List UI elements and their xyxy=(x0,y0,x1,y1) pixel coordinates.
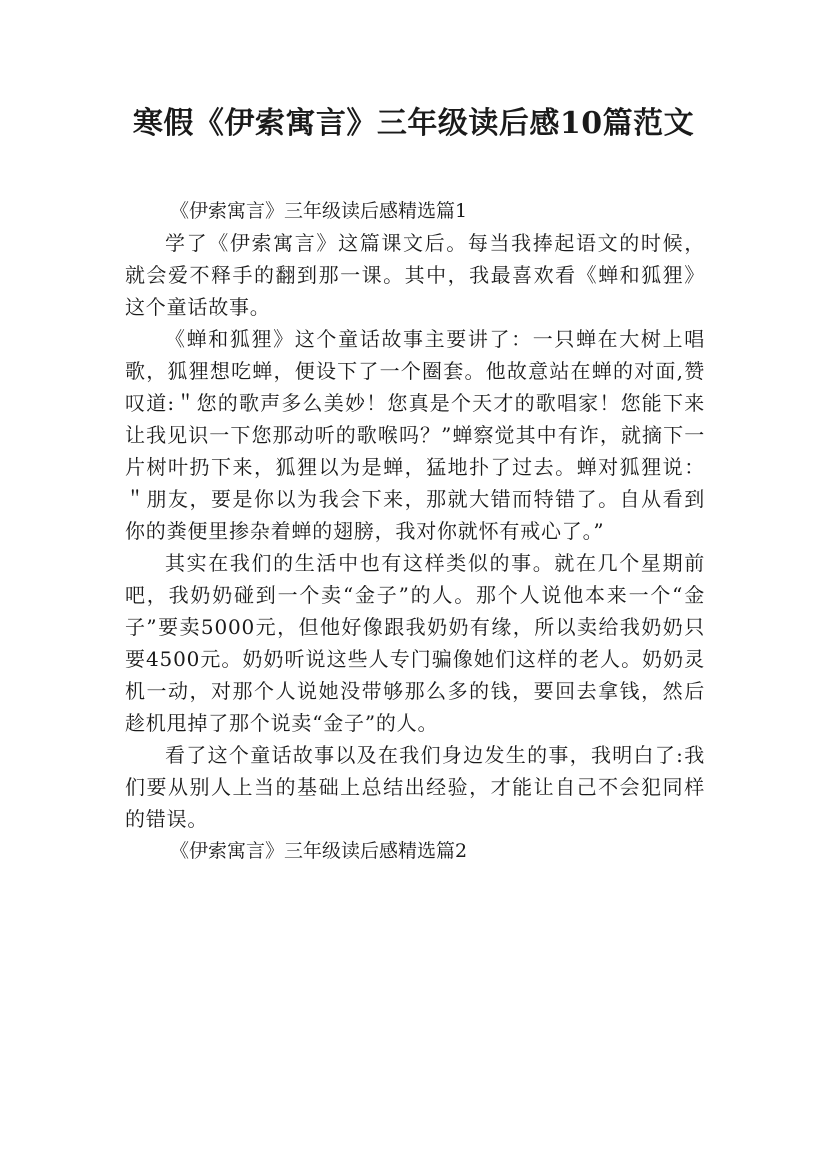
document-body xyxy=(125,195,705,867)
document-title: 寒假《伊索寓言》三年级读后感10篇范文 xyxy=(132,106,695,141)
section-heading: 《伊索寓言》三年级读后感精选篇2 xyxy=(170,840,468,862)
paragraph: 其实在我们的生活中也有这样类似的事。就在几个星期前吧，我奶奶碰到一个卖“金子”的人。那个人说他本来一个“金子”要卖5000元，但他好像跟我奶奶有缘，所以卖给我奶奶只要4500元。奶奶听说这些人专门骗像她们这样的老人。奶奶灵机一动，对那个人说她没带够那么多的钱，要回去拿钱，然后趁机甩掉了那个说卖“金子”的人。 xyxy=(125,551,705,735)
section-2 xyxy=(125,835,705,867)
section-1 xyxy=(125,195,705,835)
paragraph: 看了这个童话故事以及在我们身边发生的事，我明白了:我们要从别人上当的基础上总结出经验，才能让自己不会犯同样的错误。 xyxy=(125,743,705,831)
paragraph: 学了《伊索寓言》这篇课文后。每当我捧起语文的时候，就会爱不释手的翻到那一课。其中，我最喜欢看《蝉和狐狸》这个童话故事。 xyxy=(125,231,705,319)
section-heading: 《伊索寓言》三年级读后感精选篇1 xyxy=(170,200,468,222)
paragraph: 《蝉和狐狸》这个童话故事主要讲了：一只蝉在大树上唱歌，狐狸想吃蝉，便设下了一个圈套。他故意站在蝉的对面,赞叹道:＂您的歌声多么美妙！您真是个天才的歌唱家！您能下来让我见识一下您那动听的歌喉吗？”蝉察觉其中有诈，就摘下一片树叶扔下来，狐狸以为是蝉，猛地扑了过去。蝉对狐狸说：＂朋友，要是你以为我会下来，那就大错而特错了。自从看到你的粪便里掺杂着蝉的翅膀，我对你就怀有戒心了。” xyxy=(125,327,705,543)
